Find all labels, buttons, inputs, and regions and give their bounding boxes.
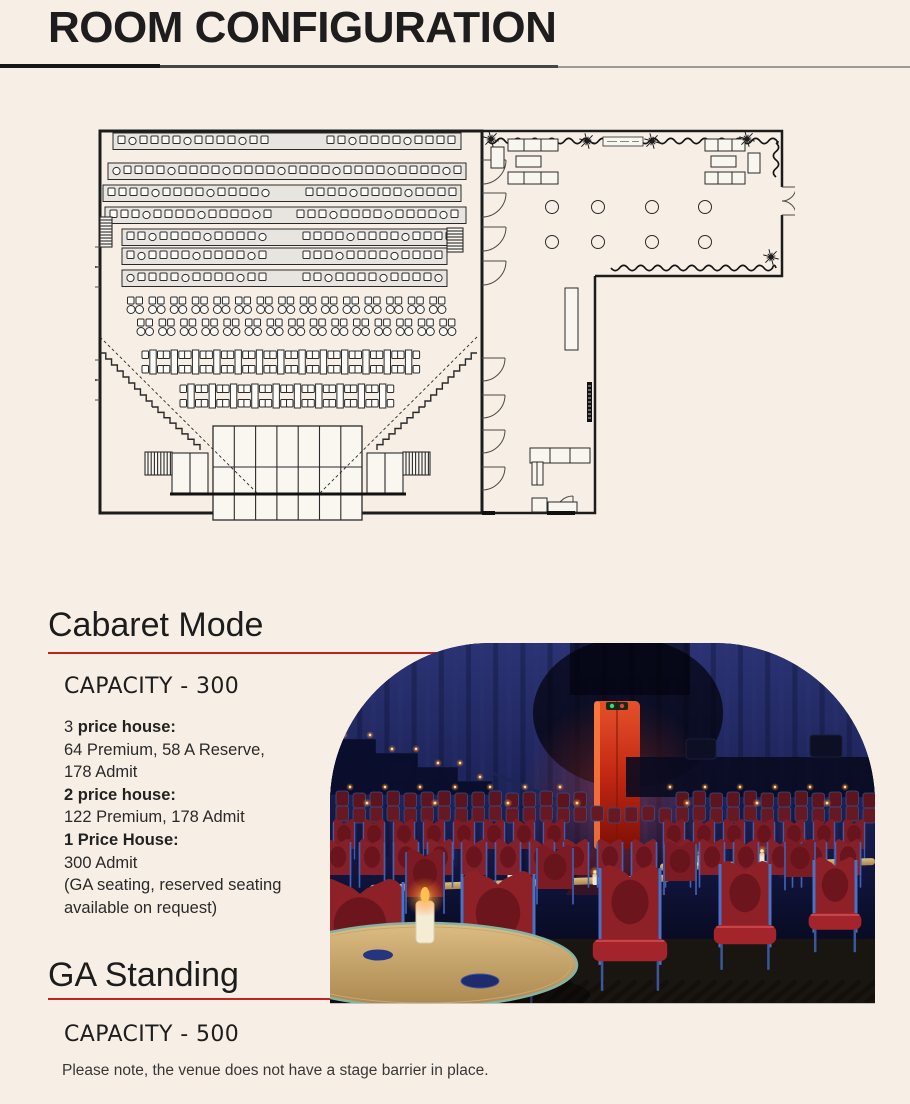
stage-barrier-note: Please note, the venue does not have a stage barrier in place. xyxy=(62,1062,489,1079)
page-title: ROOM CONFIGURATION xyxy=(48,3,557,52)
corridor-fixtures xyxy=(482,288,592,515)
detail-line: available on request) xyxy=(64,898,218,917)
detail-line: 122 Premium, 178 Admit xyxy=(64,808,245,827)
ga-underline xyxy=(48,998,330,1000)
ga-capacity: CAPACITY - 500 xyxy=(64,1022,240,1047)
floor-plan-diagram xyxy=(95,125,795,525)
cabaret-underline xyxy=(48,652,445,654)
cabaret-heading: Cabaret Mode xyxy=(48,606,264,644)
detail-line: 300 Admit xyxy=(64,853,138,872)
detail-line: 3 price house: xyxy=(64,718,176,736)
title-rule-mid xyxy=(160,65,558,68)
ga-heading: GA Standing xyxy=(48,956,239,994)
four-seat-clusters xyxy=(142,350,420,408)
title-rule-dark xyxy=(0,64,160,68)
two-top-tables xyxy=(127,297,456,336)
detail-line: (GA seating, reserved seating xyxy=(64,876,282,895)
cabaret-capacity: CAPACITY - 300 xyxy=(64,674,240,699)
lobby-furniture xyxy=(491,137,760,249)
detail-line: 1 Price House: xyxy=(64,830,179,849)
detail-line: 2 price house: xyxy=(64,785,176,804)
title-rule-light xyxy=(558,66,910,68)
banquet-rows xyxy=(103,133,466,287)
venue-photo xyxy=(330,643,875,1003)
detail-line: 64 Premium, 58 A Reserve, xyxy=(64,740,265,759)
cabaret-details xyxy=(64,716,344,919)
detail-line: 178 Admit xyxy=(64,763,138,782)
